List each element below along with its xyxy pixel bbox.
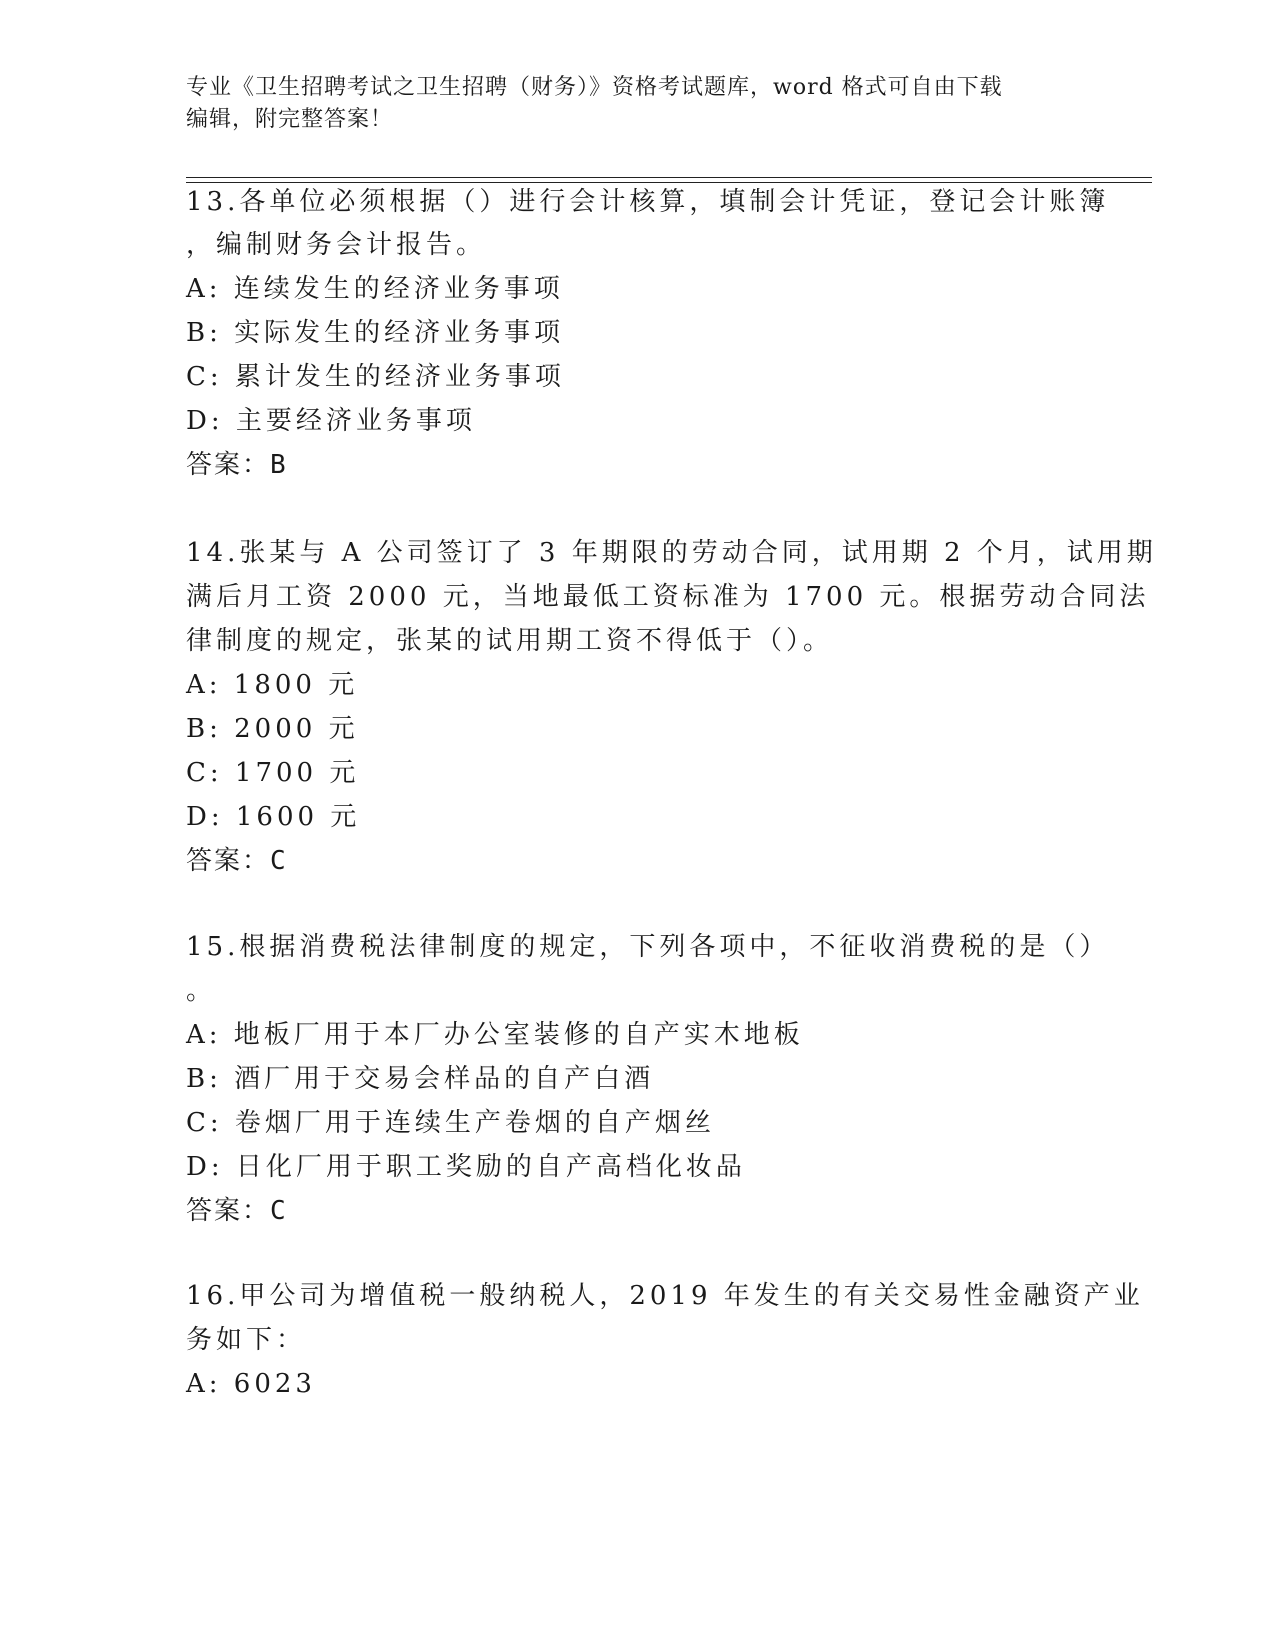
question-13-option-c: C: 累计发生的经济业务事项 [186,362,565,392]
question-14-answer [186,845,288,877]
question-13-option-a: A: 连续发生的经济业务事项 [186,274,564,304]
question-16-stem-line-1: 16.甲公司为增值税一般纳税人，2019 年发生的有关交易性金融资产业 [186,1281,1144,1311]
question-13-answer [186,449,288,481]
answer-label: 答案： [186,1196,271,1226]
question-15-option-a: A: 地板厂用于本厂办公室装修的自产实木地板 [186,1020,804,1050]
question-14-option-c: C: 1700 元 [186,758,360,788]
question-16-stem-line-2: 务如下： [186,1325,307,1355]
question-15-stem-line-2: 。 [186,976,217,1006]
question-13-option-b: B: 实际发生的经济业务事项 [186,318,565,348]
question-14-option-b: B: 2000 元 [186,714,359,744]
question-15-option-d: D: 日化厂用于职工奖励的自产高档化妆品 [186,1152,746,1182]
answer-label: 答案： [186,450,271,480]
header-line-2: 编辑，附完整答案！ [186,107,394,132]
question-14-option-d: D: 1600 元 [186,802,361,832]
question-13-option-d: D: 主要经济业务事项 [186,406,476,436]
answer-label: 答案： [186,846,271,876]
document-header [186,72,1086,136]
question-14-stem-line-3: 律制度的规定，张某的试用期工资不得低于（）。 [186,626,834,656]
question-13-stem-line-2: ，编制财务会计报告。 [186,230,487,260]
header-divider-bottom [186,182,1152,183]
question-15-option-b: B: 酒厂用于交易会样品的自产白酒 [186,1064,655,1094]
question-15-stem-line-1: 15.根据消费税法律制度的规定，下列各项中，不征收消费税的是（） [186,932,1110,962]
question-14-stem-line-1: 14.张某与 A 公司签订了 3 年期限的劳动合同，试用期 2 个月，试用期 [186,538,1157,568]
question-14-stem-line-2: 满后月工资 2000 元，当地最低工资标准为 1700 元。根据劳动合同法 [186,582,1150,612]
answer-value: C [270,846,288,876]
question-13-stem-line-1: 13.各单位必须根据（）进行会计核算，填制会计凭证，登记会计账簿 [186,187,1110,217]
header-line-1: 专业《卫生招聘考试之卫生招聘（财务）》资格考试题库，word 格式可自由下载 [186,75,1003,100]
answer-value: B [270,450,288,480]
question-16-option-a: A: 6023 [186,1369,316,1399]
answer-value: C [270,1196,288,1226]
question-14-option-a: A: 1800 元 [186,670,359,700]
question-15-answer [186,1195,288,1227]
header-divider-top [186,177,1152,178]
question-15-option-c: C: 卷烟厂用于连续生产卷烟的自产烟丝 [186,1108,715,1138]
